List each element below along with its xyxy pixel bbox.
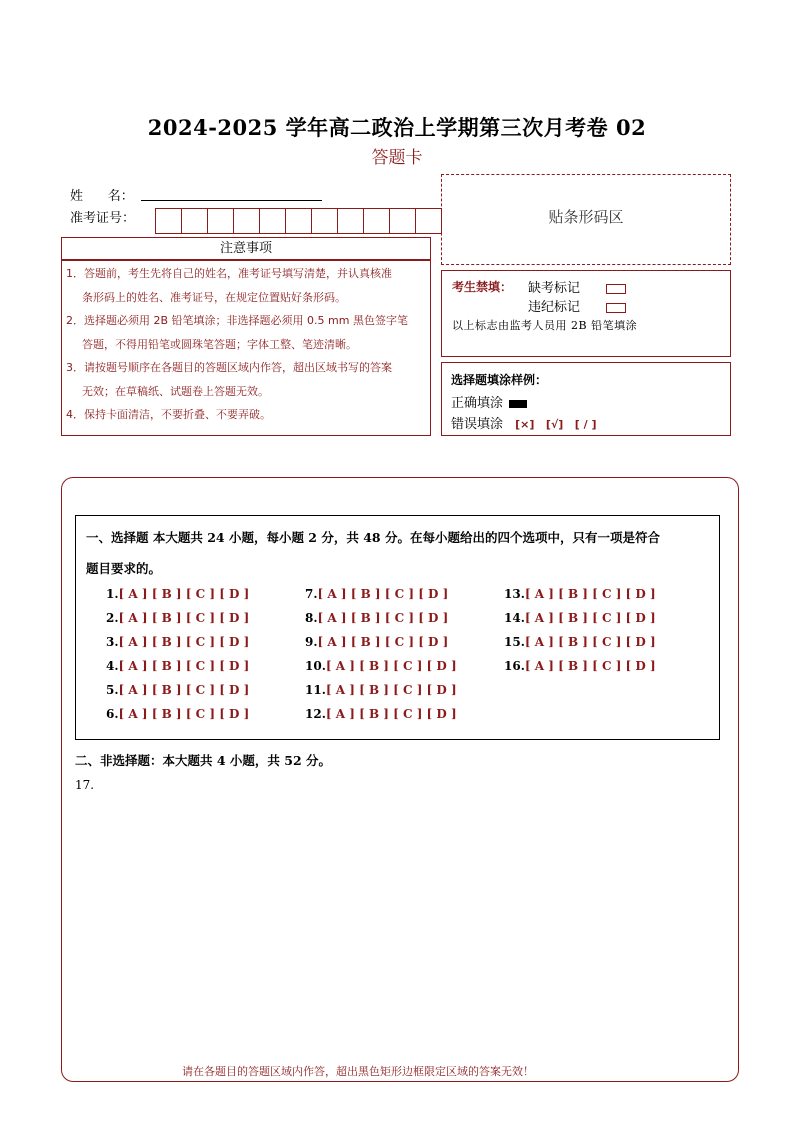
id-digit-box[interactable] <box>311 208 338 234</box>
absent-mark-row <box>528 277 626 296</box>
answer-options[interactable]: [ A ] [ B ] [ C ] [ D ] <box>317 587 449 601</box>
answer-options[interactable]: [ A ] [ B ] [ C ] [ D ] <box>524 659 656 673</box>
question-row[interactable] <box>305 587 448 601</box>
question-number: 4. <box>106 659 119 673</box>
question-number: 1. <box>106 587 119 601</box>
answer-options[interactable]: [ A ] [ B ] [ C ] [ D ] <box>118 683 250 697</box>
notice-item: 3．请按题号顺序在各题目的答题区域内作答，超出区域书写的答案 <box>66 361 392 374</box>
question-17-answer-area[interactable] <box>75 795 720 1050</box>
question-number: 15. <box>504 635 525 649</box>
footer-warning: 请在各题目的答题区域内作答，超出黑色矩形边框限定区域的答案无效！ <box>182 1065 534 1078</box>
id-label: 准考证号： <box>70 211 136 226</box>
question-row[interactable] <box>305 635 448 649</box>
absent-checkbox[interactable] <box>606 284 626 294</box>
id-digit-box[interactable] <box>181 208 208 234</box>
notice-item: 2．选择题必须用 2B 铅笔填涂；非选择题必须用 0.5 mm 黑色签字笔 <box>66 314 408 327</box>
filled-mark-icon <box>509 400 527 408</box>
violation-checkbox[interactable] <box>606 303 626 313</box>
notice-item: 4．保持卡面清洁，不要折叠、不要弄破。 <box>66 408 271 421</box>
question-number: 7. <box>305 587 318 601</box>
notice-item: 1．答题前，考生先将自己的姓名，准考证号填写清楚，并认真核准 <box>66 267 392 280</box>
question-number: 8. <box>305 611 318 625</box>
answer-options[interactable]: [ A ] [ B ] [ C ] [ D ] <box>317 635 449 649</box>
answer-options[interactable]: [ A ] [ B ] [ C ] [ D ] <box>325 683 457 697</box>
answer-options[interactable]: [ A ] [ B ] [ C ] [ D ] <box>317 611 449 625</box>
id-digit-box[interactable] <box>363 208 390 234</box>
question-row[interactable] <box>106 707 249 721</box>
violation-mark-row <box>528 296 626 315</box>
section2-heading: 二、非选择题：本大题共 4 小题，共 52 分。 <box>75 753 332 768</box>
multiple-choice-section <box>75 515 720 740</box>
question-17-label: 17. <box>75 778 95 792</box>
wrong-fill-marks: [×] [√] [ / ] <box>515 418 597 431</box>
barcode-area <box>441 174 731 265</box>
id-digit-box[interactable] <box>207 208 234 234</box>
question-row[interactable] <box>504 587 656 601</box>
id-digit-box[interactable] <box>415 208 442 234</box>
id-digit-box[interactable] <box>285 208 312 234</box>
question-number: 12. <box>305 707 326 721</box>
question-row[interactable] <box>106 611 249 625</box>
answer-options[interactable]: [ A ] [ B ] [ C ] [ D ] <box>524 635 656 649</box>
violation-label: 违纪标记 <box>528 300 581 315</box>
id-digit-box[interactable] <box>389 208 416 234</box>
absent-label: 缺考标记 <box>528 281 581 296</box>
answer-options[interactable]: [ A ] [ B ] [ C ] [ D ] <box>524 587 656 601</box>
forbidden-box <box>441 270 731 357</box>
question-row[interactable] <box>504 611 656 625</box>
barcode-label: 贴条形码区 <box>548 208 624 226</box>
question-number: 5. <box>106 683 119 697</box>
name-label: 姓 名： <box>70 189 134 204</box>
id-digit-box[interactable] <box>155 208 182 234</box>
wrong-fill-row <box>451 413 597 432</box>
question-row[interactable] <box>504 635 656 649</box>
question-number: 9. <box>305 635 318 649</box>
exam-id-boxes[interactable] <box>156 208 442 234</box>
page-subtitle: 答题卡 <box>371 148 423 168</box>
page-title: 2024-2025 学年高二政治上学期第三次月考卷 02 <box>147 115 647 140</box>
fill-example-box <box>441 362 731 436</box>
question-row[interactable] <box>106 587 249 601</box>
name-field[interactable] <box>141 200 322 201</box>
question-number: 6. <box>106 707 119 721</box>
question-number: 16. <box>504 659 525 673</box>
section1-instructions-cont: 题目要求的。 <box>86 561 162 576</box>
correct-fill-label: 正确填涂 <box>451 396 504 411</box>
question-row[interactable] <box>106 635 249 649</box>
question-row[interactable] <box>106 683 249 697</box>
id-digit-box[interactable] <box>259 208 286 234</box>
answer-options[interactable]: [ A ] [ B ] [ C ] [ D ] <box>524 611 656 625</box>
question-number: 2. <box>106 611 119 625</box>
correct-fill-row <box>451 392 527 411</box>
id-digit-box[interactable] <box>337 208 364 234</box>
question-number: 13. <box>504 587 525 601</box>
notice-heading: 注意事项 <box>219 241 272 256</box>
fill-example-title: 选择题填涂样例： <box>451 373 548 387</box>
id-digit-box[interactable] <box>233 208 260 234</box>
question-row[interactable] <box>305 659 457 673</box>
answer-options[interactable]: [ A ] [ B ] [ C ] [ D ] <box>118 635 250 649</box>
question-row[interactable] <box>305 683 457 697</box>
answer-options[interactable]: [ A ] [ B ] [ C ] [ D ] <box>325 659 457 673</box>
answer-options[interactable]: [ A ] [ B ] [ C ] [ D ] <box>118 587 250 601</box>
notice-item: 答题，不得用铅笔或圆珠笔答题；字体工整、笔迹清晰。 <box>82 337 357 351</box>
section1-instructions: 一、选择题 本大题共 24 小题，每小题 2 分，共 48 分。在每小题给出的四个选项中，只有一项是符合 <box>86 530 660 545</box>
notice-box <box>61 260 431 436</box>
question-number: 11. <box>305 683 326 697</box>
answer-options[interactable]: [ A ] [ B ] [ C ] [ D ] <box>118 659 250 673</box>
notice-item: 无效；在草稿纸、试题卷上答题无效。 <box>82 384 269 398</box>
question-number: 14. <box>504 611 525 625</box>
question-number: 3. <box>106 635 119 649</box>
forbidden-label: 考生禁填： <box>452 280 513 294</box>
question-row[interactable] <box>305 611 448 625</box>
notice-header <box>61 237 431 260</box>
notice-item: 条形码上的姓名、准考证号，在规定位置贴好条形码。 <box>82 290 346 304</box>
wrong-fill-label: 错误填涂 <box>451 417 504 432</box>
answer-options[interactable]: [ A ] [ B ] [ C ] [ D ] <box>118 707 250 721</box>
answer-options[interactable]: [ A ] [ B ] [ C ] [ D ] <box>325 707 457 721</box>
answer-options[interactable]: [ A ] [ B ] [ C ] [ D ] <box>118 611 250 625</box>
question-row[interactable] <box>504 659 656 673</box>
forbidden-note: 以上标志由监考人员用 2B 铅笔填涂 <box>452 319 638 332</box>
question-number: 10. <box>305 659 326 673</box>
question-row[interactable] <box>106 659 249 673</box>
question-row[interactable] <box>305 707 457 721</box>
